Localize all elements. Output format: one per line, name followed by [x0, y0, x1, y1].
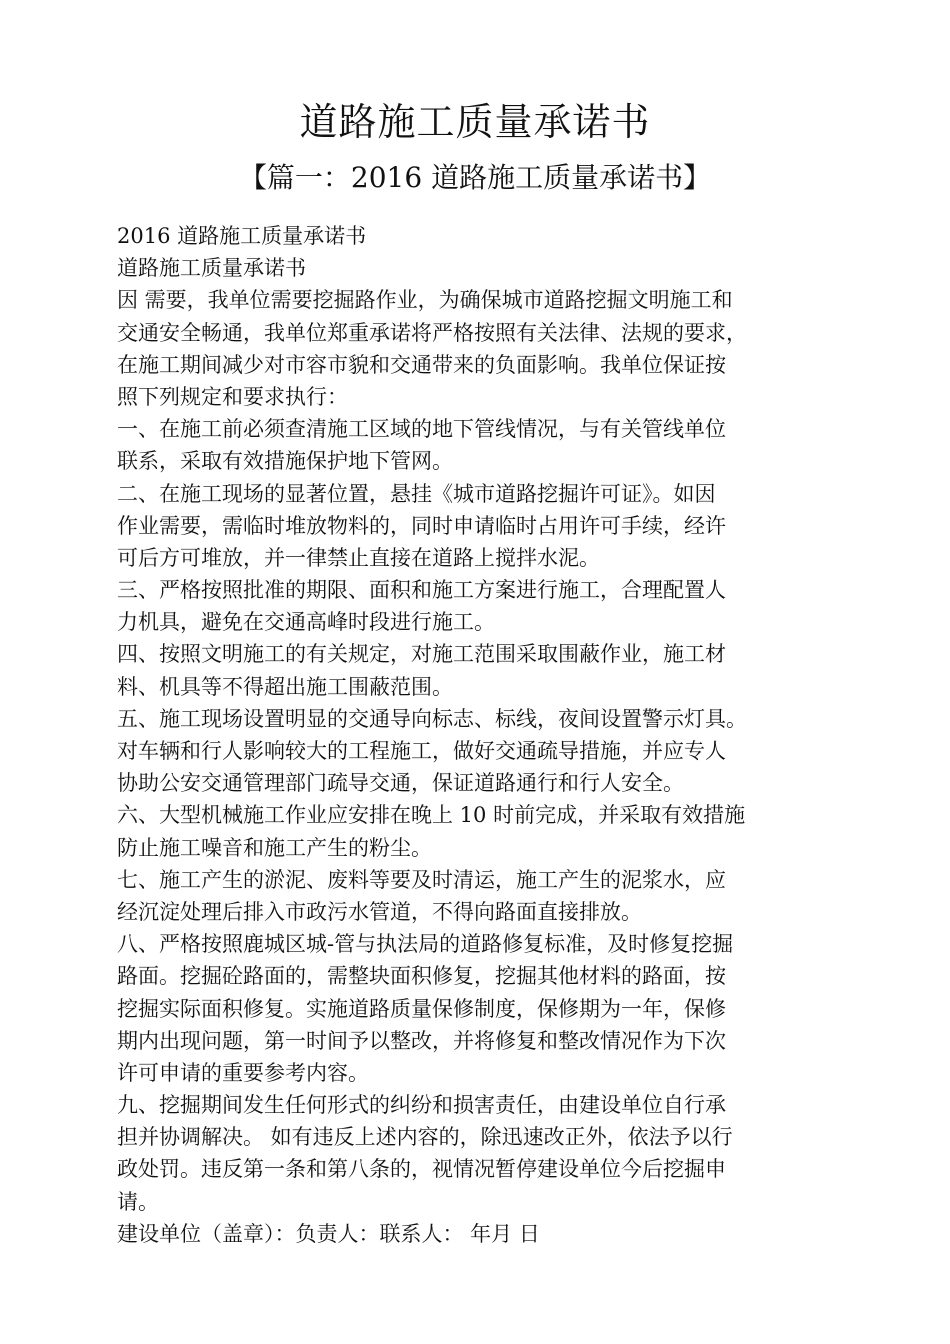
body-line: 经沉淀处理后排入市政污水管道，不得向路面直接排放。 — [117, 899, 642, 924]
body-line: 请。 — [117, 1189, 159, 1214]
body-line: 力机具，避免在交通高峰时段进行施工。 — [117, 610, 495, 635]
body-line: 八、严格按照鹿城区城-管与执法局的道路修复标准，及时修复挖掘 — [117, 932, 734, 957]
body-line: 在施工期间减少对市容市貌和交通带来的负面影响。我单位保证按 — [117, 352, 726, 377]
body-line: 因 需要，我单位需要挖掘路作业，为确保城市道路挖掘文明施工和 — [117, 288, 733, 313]
body-line: 三、严格按照批准的期限、面积和施工方案进行施工，合理配置人 — [117, 578, 726, 603]
body-line: 六、大型机械施工作业应安排在晚上 10 时前完成，并采取有效措施 — [117, 803, 746, 828]
body-line: 道路施工质量承诺书 — [117, 256, 306, 281]
body-line: 料、机具等不得超出施工围蔽范围。 — [117, 674, 453, 699]
body-line: 七、施工产生的淤泥、废料等要及时清运，施工产生的泥浆水，应 — [117, 867, 726, 892]
body-line: 协助公安交通管理部门疏导交通，保证道路通行和行人安全。 — [117, 771, 684, 796]
document-subtitle: 【篇一：2016 道路施工质量承诺书】 — [238, 161, 712, 194]
body-line: 担并协调解决。 如有违反上述内容的，除迅速改正外，依法予以行 — [117, 1125, 733, 1150]
body-line: 交通安全畅通，我单位郑重承诺将严格按照有关法律、法规的要求， — [117, 320, 747, 345]
body-line: 九、挖掘期间发生任何形式的纠纷和损害责任，由建设单位自行承 — [117, 1093, 726, 1118]
body-line: 可后方可堆放，并一律禁止直接在道路上搅拌水泥。 — [117, 545, 600, 570]
body-line: 一、在施工前必须查清施工区域的地下管线情况，与有关管线单位 — [117, 417, 726, 442]
body-line: 作业需要，需临时堆放物料的，同时申请临时占用许可手续，经许 — [117, 513, 726, 538]
body-line: 五、施工现场设置明显的交通导向标志、标线，夜间设置警示灯具。 — [117, 706, 747, 731]
body-line: 二、在施工现场的显著位置，悬挂《城市道路挖掘许可证》。如因 — [117, 481, 716, 506]
body-line: 对车辆和行人影响较大的工程施工，做好交通疏导措施，并应专人 — [117, 739, 726, 763]
body-line: 防止施工噪音和施工产生的粉尘。 — [117, 835, 432, 860]
body-line: 联系，采取有效措施保护地下管网。 — [117, 449, 453, 474]
body-line: 挖掘实际面积修复。实施道路质量保修制度，保修期为一年，保修 — [117, 996, 726, 1021]
body-line: 照下列规定和要求执行： — [117, 384, 348, 409]
document-body — [117, 220, 857, 1250]
body-line: 政处罚。违反第一条和第八条的，视情况暂停建设单位今后挖掘申 — [117, 1157, 726, 1182]
body-line: 路面。挖掘砼路面的，需整块面积修复，挖掘其他材料的路面，按 — [117, 964, 726, 989]
body-line: 2016 道路施工质量承诺书 — [117, 224, 367, 248]
body-line: 期内出现问题，第一时间予以整改，并将修复和整改情况作为下次 — [117, 1028, 726, 1053]
body-line: 许可申请的重要参考内容。 — [117, 1060, 369, 1085]
body-line: 建设单位（盖章）：负责人：联系人： 年月 日 — [117, 1221, 540, 1246]
body-line: 四、按照文明施工的有关规定，对施工范围采取围蔽作业，施工材 — [117, 642, 726, 667]
document-title: 道路施工质量承诺书 — [299, 100, 651, 144]
